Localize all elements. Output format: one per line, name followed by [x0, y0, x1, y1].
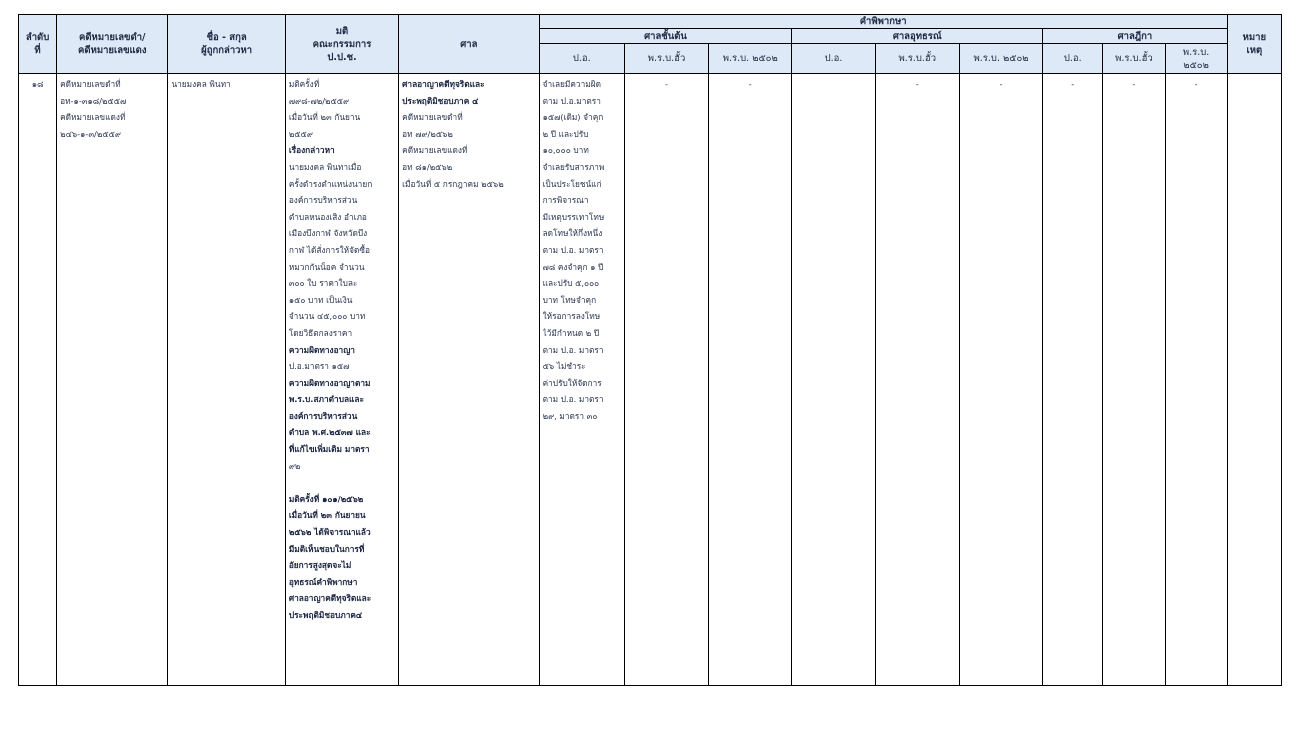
resolution-line: พ.ร.บ.สภาตำบลและ	[288, 394, 364, 405]
header-court: ศาล	[399, 15, 539, 74]
resolution-line: อุทธรณ์คำพิพากษา	[288, 576, 358, 587]
header-appeal-prb-law: พ.ร.บ.ฮั้ว	[875, 44, 959, 74]
header-supreme-prb-2502: พ.ร.บ. ๒๕๐๒	[1165, 44, 1227, 74]
header-supreme-pa: ป.อ.	[1043, 44, 1103, 74]
first-court-verdict-line: ค่าปรับให้จัดการ	[542, 377, 602, 388]
resolution-line: เมื่อวันที่ ๒๓ กันยาน	[288, 112, 361, 123]
resolution-line: ความผิดทางอาญา	[288, 344, 355, 355]
first-court-verdict-line: บาท โทษจำคุก	[542, 294, 597, 305]
first-court-verdict-line: เป็นประโยชน์แก่	[542, 178, 602, 189]
court-line: อท ๘๑/๒๕๖๒	[402, 161, 453, 172]
resolution-line: ความผิดทางอาญาตาม	[288, 377, 371, 388]
first-court-verdict-line: ตาม ป.อ.มาตรา	[542, 95, 601, 106]
cell-first-pa	[539, 74, 624, 686]
judgment-table	[18, 14, 1282, 686]
court-line: ประพฤติมิชอบภาค ๔	[402, 95, 479, 106]
resolution-line: มติครั้งที่	[288, 79, 320, 89]
first-court-verdict-line: ลดโทษให้กึ่งหนึ่ง	[542, 228, 603, 239]
cell-nacc-resolution	[285, 74, 398, 686]
court-line: คดีหมายเลขแดงที่	[402, 145, 468, 156]
table-row	[19, 74, 1282, 686]
resolution-line: ๒๕๕๙	[288, 128, 313, 139]
cell-appeal-prb-law: -	[875, 74, 959, 686]
cell-supreme-prb-2502: -	[1165, 74, 1227, 686]
first-court-verdict-line: ตาม ป.อ. มาตรา	[542, 394, 604, 405]
first-court-verdict-line: ๕๖ ไม่ชำระ	[542, 361, 586, 372]
resolution-line: จำนวน ๔๕,๐๐๐ บาท	[288, 311, 366, 322]
cell-appeal-prb-2502: -	[959, 74, 1042, 686]
first-court-verdict-line: ตาม ป.อ. มาตรา	[542, 344, 604, 355]
resolution-line: เมืองบึงกาฬ จังหวัดบึง	[288, 228, 368, 239]
cell-supreme-pa: -	[1043, 74, 1103, 686]
court-line: คดีหมายเลขดำที่	[402, 112, 463, 123]
resolution-line: ป.อ.มาตรา ๑๕๗	[288, 361, 350, 372]
case-no-line: คดีหมายเลขแดงที่	[60, 112, 126, 123]
header-appeal-court: ศาลอุทธรณ์	[792, 29, 1043, 44]
header-remarks: หมาย เหตุ	[1227, 15, 1281, 74]
first-court-verdict-line: และปรับ ๕,๐๐๐	[542, 278, 600, 289]
first-court-verdict-line: ตาม ป.อ. มาตรา	[542, 244, 604, 255]
resolution-line: อัยการสูงสุดจะไม่	[288, 560, 352, 571]
resolution-line: ประพฤติมิชอบภาค๔	[288, 610, 363, 620]
first-court-verdict-line: ๒ ปี และปรับ	[542, 128, 589, 139]
resolution-line: องค์การบริหารส่วน	[288, 195, 358, 206]
header-accused-name: ชื่อ - สกุล ผู้ถูกกล่าวหา	[168, 15, 285, 74]
first-court-verdict-line: มีเหตุบรรเทาโทษ	[542, 211, 605, 222]
resolution-line: ๙๒	[288, 460, 301, 471]
first-court-verdict-line: จำเลยรับสารภาพ	[542, 161, 605, 172]
cell-appeal-pa	[792, 74, 875, 686]
resolution-line: เมื่อวันที่ ๒๓ กันยายน	[288, 510, 366, 521]
resolution-line: โดยวิธีตกลงราคา	[288, 327, 353, 338]
resolution-line: ตำบล พ.ศ.๒๕๓๗ และ	[288, 427, 371, 438]
resolution-line: ครั้งดำรงตำแหน่งนายก	[288, 178, 373, 189]
resolution-line: ๗๙๘-๗๒/๒๕๕๙	[288, 95, 350, 106]
header-case-no: คดีหมายเลขดำ/ คดีหมายเลขแดง	[57, 15, 168, 74]
cell-remarks	[1227, 74, 1281, 686]
header-first-prb-law: พ.ร.บ.ฮั้ว	[624, 44, 708, 74]
resolution-line: นายมงคล พินทาเมื่อ	[288, 161, 362, 172]
header-supreme-prb-law: พ.ร.บ.ฮั้ว	[1103, 44, 1165, 74]
resolution-line: มีมติเห็นชอบในการที่	[288, 543, 365, 554]
first-court-verdict-line: ๑๐,๐๐๐ บาท	[542, 145, 589, 156]
header-nacc-resolution: มติ คณะกรรมการ ป.ป.ช.	[285, 15, 398, 74]
first-court-verdict-line: ให้รอการลงโทษ	[542, 311, 601, 322]
header-verdict: คำพิพากษา	[539, 15, 1227, 29]
first-court-verdict-line: ไว้มีกำหนด ๒ ปี	[542, 327, 600, 338]
first-court-verdict-line: ๒๙, มาตรา ๓๐	[542, 410, 598, 421]
resolution-line: มติครั้งที่ ๑๐๑/๒๕๖๒	[288, 493, 364, 504]
resolution-line	[289, 474, 395, 491]
judgment-table-container	[18, 14, 1282, 686]
cell-supreme-prb-law: -	[1103, 74, 1165, 686]
cell-seq: ๑๘	[19, 74, 57, 686]
resolution-line: เรื่องกล่าวหา	[288, 145, 335, 156]
header-appeal-prb-2502: พ.ร.บ. ๒๕๐๒	[959, 44, 1042, 74]
resolution-line: ตำบลหนองเสิง อำเภอ	[288, 211, 367, 222]
case-no-line: ๒๔๖-๑-๓/๒๕๕๙	[60, 128, 121, 139]
cell-first-prb-law: -	[624, 74, 708, 686]
resolution-line: ๒๕๖๒ ได้พิจารณาแล้ว	[288, 527, 371, 538]
cell-first-prb-2502: -	[709, 74, 792, 686]
cell-accused-name: นายมงคล พินทา	[168, 74, 285, 686]
header-first-prb-2502: พ.ร.บ. ๒๕๐๒	[709, 44, 792, 74]
first-court-verdict-line: การพิจารณา	[542, 195, 589, 206]
first-court-verdict-line: ๗๘ คงจำคุก ๑ ปี	[542, 261, 604, 272]
court-line: เมื่อวันที่ ๕ กรกฎาคม ๒๕๖๒	[402, 178, 504, 189]
header-appeal-pa: ป.อ.	[792, 44, 875, 74]
resolution-line: ๓๐๐ ใบ ราคาใบละ	[288, 278, 358, 289]
resolution-line: ที่แก้ไขเพิ่มเติม มาตรา	[288, 444, 370, 455]
resolution-line: ศาลอาญาคดีทุจริตและ	[288, 593, 372, 604]
case-no-line: อท-๑-๓๑๘/๒๕๕๗	[60, 95, 127, 106]
first-court-verdict-line: จำเลยมีความผิด	[542, 79, 601, 89]
header-supreme-court: ศาลฎีกา	[1043, 29, 1228, 44]
court-line: ศาลอาญาคดีทุจริตและ	[402, 79, 485, 89]
first-court-verdict-line: ๑๕๗(เดิม) จำคุก	[542, 112, 604, 123]
resolution-line: องค์การบริหารส่วน	[288, 410, 358, 421]
header-first-pa: ป.อ.	[539, 44, 624, 74]
resolution-line: กาฬ ได้สั่งการให้จัดซื้อ	[288, 244, 371, 255]
header-seq: ลำดับ ที่	[19, 15, 57, 74]
header-first-court: ศาลชั้นต้น	[539, 29, 792, 44]
cell-court	[399, 74, 539, 686]
resolution-line: ๑๕๐ บาท เป็นเงิน	[288, 294, 353, 305]
case-no-line: คดีหมายเลขดำที่	[60, 79, 121, 89]
cell-case-no	[57, 74, 168, 686]
resolution-line: หมวกกันน็อค จำนวน	[288, 261, 365, 272]
court-line: อท ๗๙/๒๕๖๒	[402, 128, 453, 139]
